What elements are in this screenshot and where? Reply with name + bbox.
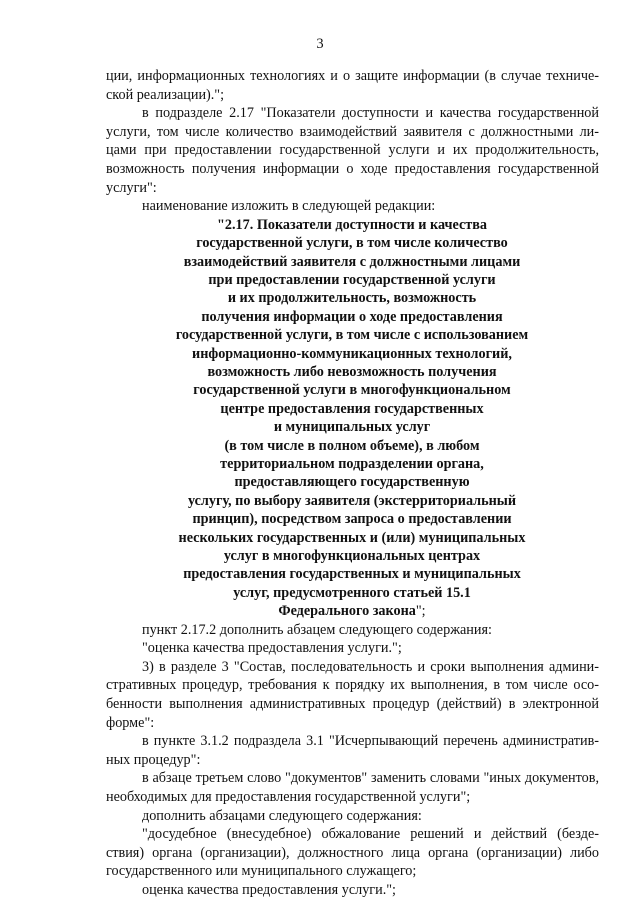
text-line: государственного или муниципального служащего; bbox=[106, 863, 417, 880]
title-line: "2.17. Показатели доступности и качества bbox=[217, 216, 487, 233]
title-line: государственной услуги, в том числе количество bbox=[196, 235, 508, 252]
text-line: в пункте 3.1.2 подраздела 3.1 "Исчерпывающий перечень административ- bbox=[142, 733, 599, 750]
title-line: и их продолжительность, возможность bbox=[227, 290, 477, 307]
text-line: в абзаце третьем слово "документов" заменить словами "иных документов, bbox=[142, 770, 599, 787]
title-line: взаимодействий заявителя с должностными лицами bbox=[183, 253, 521, 270]
title-line: центре предоставления государственных bbox=[220, 400, 484, 417]
text-line: услуги": bbox=[106, 179, 157, 196]
text-line: стративных процедур, требования к порядку их выполнения, в том числе осо- bbox=[106, 677, 599, 694]
text-line: ской реализации)."; bbox=[106, 86, 225, 103]
text-line: необходимых для предоставления государственной услуги"; bbox=[106, 789, 471, 806]
text-line: форме": bbox=[106, 714, 155, 731]
title-line: предоставления государственных и муниципальных bbox=[183, 566, 521, 583]
text-line: "досудебное (внесудебное) обжалование решений и действий (безде- bbox=[142, 826, 599, 843]
text-line: ных процедур": bbox=[106, 751, 201, 768]
title-line: и муниципальных услуг bbox=[273, 419, 431, 436]
title-line: государственной услуги, в том числе с использованием bbox=[175, 327, 529, 344]
title-line: предоставляющего государственную bbox=[234, 474, 470, 491]
text-after-title bbox=[106, 621, 599, 900]
title-line: государственной услуги в многофункциональном bbox=[193, 382, 511, 399]
text-line: 3) в разделе 3 "Состав, последовательность и сроки выполнения админи- bbox=[142, 658, 599, 675]
title-last-bold: Федерального закона bbox=[278, 603, 416, 620]
title-line: услуг в многофункциональных центрах bbox=[223, 548, 481, 565]
section-title bbox=[158, 216, 546, 621]
text-line: наименование изложить в следующей редакции: bbox=[142, 198, 436, 215]
title-line: территориальном подразделении органа, bbox=[220, 456, 484, 473]
title-line: услуг, предусмотренного статьей 15.1 bbox=[233, 584, 471, 601]
text-line: возможность получения информации о ходе предоставления государственной bbox=[106, 160, 599, 177]
text-line: бенности выполнения административных процедур (действий) в электронной bbox=[106, 696, 599, 713]
title-line: принцип), посредством запроса о предоставлении bbox=[192, 511, 512, 528]
title-line bbox=[158, 602, 546, 620]
title-line: при предоставлении государственной услуги bbox=[208, 271, 496, 288]
text-before-title bbox=[106, 67, 599, 216]
title-line: нескольких государственных и (или) муниципальных bbox=[178, 529, 526, 546]
text-line: ствия) органа (организации), должностного лица органа (организации) либо bbox=[106, 844, 599, 861]
text-line: дополнить абзацами следующего содержания: bbox=[142, 807, 422, 824]
text-line: "оценка качества предоставления услуги."; bbox=[142, 640, 402, 657]
text-line: пункт 2.17.2 дополнить абзацем следующего содержания: bbox=[142, 621, 492, 638]
title-line: возможность либо невозможность получения bbox=[207, 364, 497, 380]
text-line: в подразделе 2.17 "Показатели доступности и качества государственной bbox=[142, 105, 599, 122]
title-closing-quote: "; bbox=[415, 603, 426, 620]
text-line: цами при предоставлении государственной услуги и их продолжительность, bbox=[106, 142, 599, 159]
text-line: услуги, том числе количество взаимодействий заявителя с должностными ли- bbox=[106, 123, 599, 140]
title-line: информационно-коммуникационных технологий, bbox=[192, 345, 512, 362]
title-line: получения информации о ходе предоставления bbox=[201, 308, 503, 325]
document-body bbox=[106, 67, 599, 900]
text-line: оценка качества предоставления услуги."; bbox=[142, 882, 396, 898]
title-line: (в том числе в полном объеме), в любом bbox=[224, 437, 480, 454]
title-line: услугу, по выбору заявителя (экстерриториальный bbox=[187, 492, 517, 509]
page-number: 3 bbox=[316, 36, 324, 52]
text-line: ции, информационных технологиях и о защите информации (в случае техниче- bbox=[106, 68, 599, 84]
